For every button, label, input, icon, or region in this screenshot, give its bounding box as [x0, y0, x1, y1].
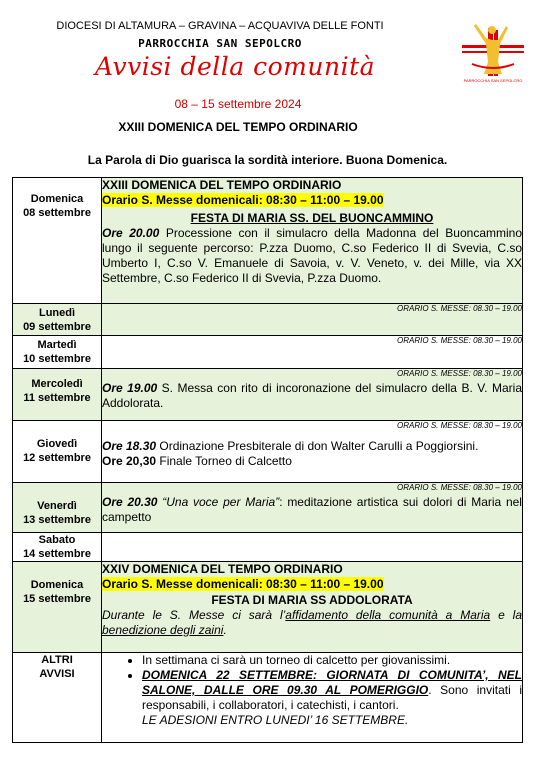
list-item [142, 668, 522, 728]
table-row [13, 421, 523, 483]
day-content [102, 304, 523, 336]
event-time: Ore 20,30 [102, 454, 157, 468]
other-notices-label [13, 653, 102, 743]
label-line-2: AVVISI [39, 668, 75, 680]
day-cell [13, 336, 102, 369]
event-description [102, 226, 522, 286]
table-row [13, 336, 523, 369]
day-content [102, 483, 523, 533]
event-description [102, 381, 522, 411]
day-cell [13, 178, 102, 304]
day-date: 14 settembre [23, 548, 91, 560]
table-row [13, 304, 523, 336]
day-date: 09 settembre [23, 321, 91, 333]
event-time: Ore 19.00 [102, 381, 158, 395]
day-cell [13, 369, 102, 421]
day-date: 15 settembre [23, 593, 91, 605]
day-name: Martedì [37, 339, 77, 351]
parish-logo-icon [462, 18, 524, 88]
sunday-title: XXIII DOMENICA DEL TEMPO ORDINARIO [118, 120, 358, 134]
liturgy-title: XXIII DOMENICA DEL TEMPO ORDINARIO [102, 178, 342, 192]
day-name: Giovedì [36, 438, 78, 450]
day-content [102, 336, 523, 369]
event-text: Processione con il simulacro della Madonna del Buoncammino lungo il seguente percorso: P.zza Duomo, C.so Federico II di Svevia, C.so Umberto I, C.so V. Emanuele di Savoia, v. V. Veneto, v. dei Mille, via XX Settembre, C.so Federico II di Svevia, P.zza Duomo. [102, 226, 522, 285]
weekday-mass-times: ORARIO S. MESSE: 08.30 – 19.00 [397, 421, 522, 430]
notice-headline: DOMENICA 22 SETTEMBRE: GIORNATA DI COMUNITA’, NEL SALONE, DALLE ORE 09.30 AL POMERIGGIO [142, 668, 522, 697]
page-title: Avvisi della comunità [94, 52, 376, 81]
liturgy-title: XXIV DOMENICA DEL TEMPO ORDINARIO [102, 562, 343, 576]
notice-text: . Sono invitati i responsabili, i collaboratori, i catechisti, i cantori. [142, 683, 523, 712]
feast-note [102, 608, 522, 638]
note-text: Durante le S. Messe ci sarà l’ [102, 608, 286, 622]
day-name: Mercoledì [31, 378, 83, 390]
parish-header: PARROCCHIA SAN SEPOLCRO [138, 37, 302, 50]
mass-times: Orario S. Messe domenicali: 08:30 – 11:00 – 19.00 [102, 193, 384, 207]
day-date: 08 settembre [23, 207, 91, 219]
day-content [102, 533, 523, 562]
list-item: • In settimana ci sarà un torneo di calcetto per giovanissimi. [142, 653, 522, 668]
note-highlight: affidamento della comunità a Maria [285, 608, 491, 622]
note-highlight: benedizione degli zaini [102, 623, 224, 637]
table-row [13, 369, 523, 421]
day-cell [13, 562, 102, 653]
event-text: Finale Torneo di Calcetto [156, 454, 292, 468]
day-name: Lunedì [38, 307, 76, 319]
event-text: : meditazione artistica sui dolori di Maria nel campetto [102, 495, 522, 524]
weekday-mass-times: ORARIO S. MESSE: 08.30 – 19.00 [397, 483, 522, 492]
day-date: 11 settembre [23, 392, 91, 404]
day-cell [13, 304, 102, 336]
notices-list [122, 653, 522, 728]
day-content [102, 369, 523, 421]
day-date: 13 settembre [23, 514, 91, 526]
event-description [102, 495, 522, 525]
day-date: 10 settembre [23, 353, 91, 365]
day-content [102, 562, 523, 653]
weekday-mass-times: ORARIO S. MESSE: 08.30 – 19.00 [397, 304, 522, 313]
motto: La Parola di Dio guarisca la sordità interiore. Buona Domenica. [87, 153, 448, 167]
day-cell [13, 421, 102, 483]
diocese-header: DIOCESI DI ALTAMURA – GRAVINA – ACQUAVIVA DELLE FONTI [56, 20, 384, 32]
day-name: Sabato [38, 534, 76, 546]
day-content [102, 421, 523, 483]
note-text: . [223, 623, 227, 637]
day-cell [13, 533, 102, 562]
day-name: Venerdì [37, 500, 77, 512]
date-range: 08 – 15 settembre 2024 [174, 97, 302, 111]
weekly-schedule-table [12, 177, 523, 743]
table-row [13, 178, 523, 304]
event-line-2 [102, 454, 522, 469]
label-line-1: ALTRI [41, 654, 73, 666]
logo-caption: PARROCCHIA SAN SEPOLCRO [463, 78, 523, 83]
feast-title: FESTA DI MARIA SS. DEL BUONCAMMINO [190, 211, 434, 225]
day-name: Domenica [30, 193, 84, 205]
notice-deadline: LE ADESIONI ENTRO LUNEDI’ 16 SETTEMBRE. [142, 713, 409, 727]
day-cell [13, 483, 102, 533]
feast-title: FESTA DI MARIA SS ADDOLORATA [211, 593, 413, 607]
event-text: Ordinazione Presbiterale di don Walter Carulli a Poggiorsini. [156, 439, 479, 453]
note-text: e la [490, 608, 522, 622]
weekday-mass-times: ORARIO S. MESSE: 08.30 – 19.00 [397, 369, 522, 378]
weekday-mass-times: ORARIO S. MESSE: 08.30 – 19.00 [397, 336, 522, 345]
event-text: S. Messa con rito di incoronazione del simulacro della B. V. Maria Addolorata. [102, 381, 522, 410]
table-row [13, 562, 523, 653]
event-time: Ore 20.00 [102, 226, 160, 240]
other-notices-row [13, 653, 523, 743]
event-time: Ore 20.30 [102, 495, 158, 509]
other-notices-content [102, 653, 523, 743]
day-name: Domenica [30, 579, 84, 591]
event-time: Ore 18.30 [102, 439, 157, 453]
event-quote: “Una voce per Maria” [157, 495, 280, 509]
mass-times: Orario S. Messe domenicali: 08:30 – 11:00 – 19.00 [102, 577, 384, 591]
table-row [13, 533, 523, 562]
table-row [13, 483, 523, 533]
event-line-1 [102, 439, 522, 454]
day-content [102, 178, 523, 304]
day-date: 12 settembre [23, 452, 91, 464]
